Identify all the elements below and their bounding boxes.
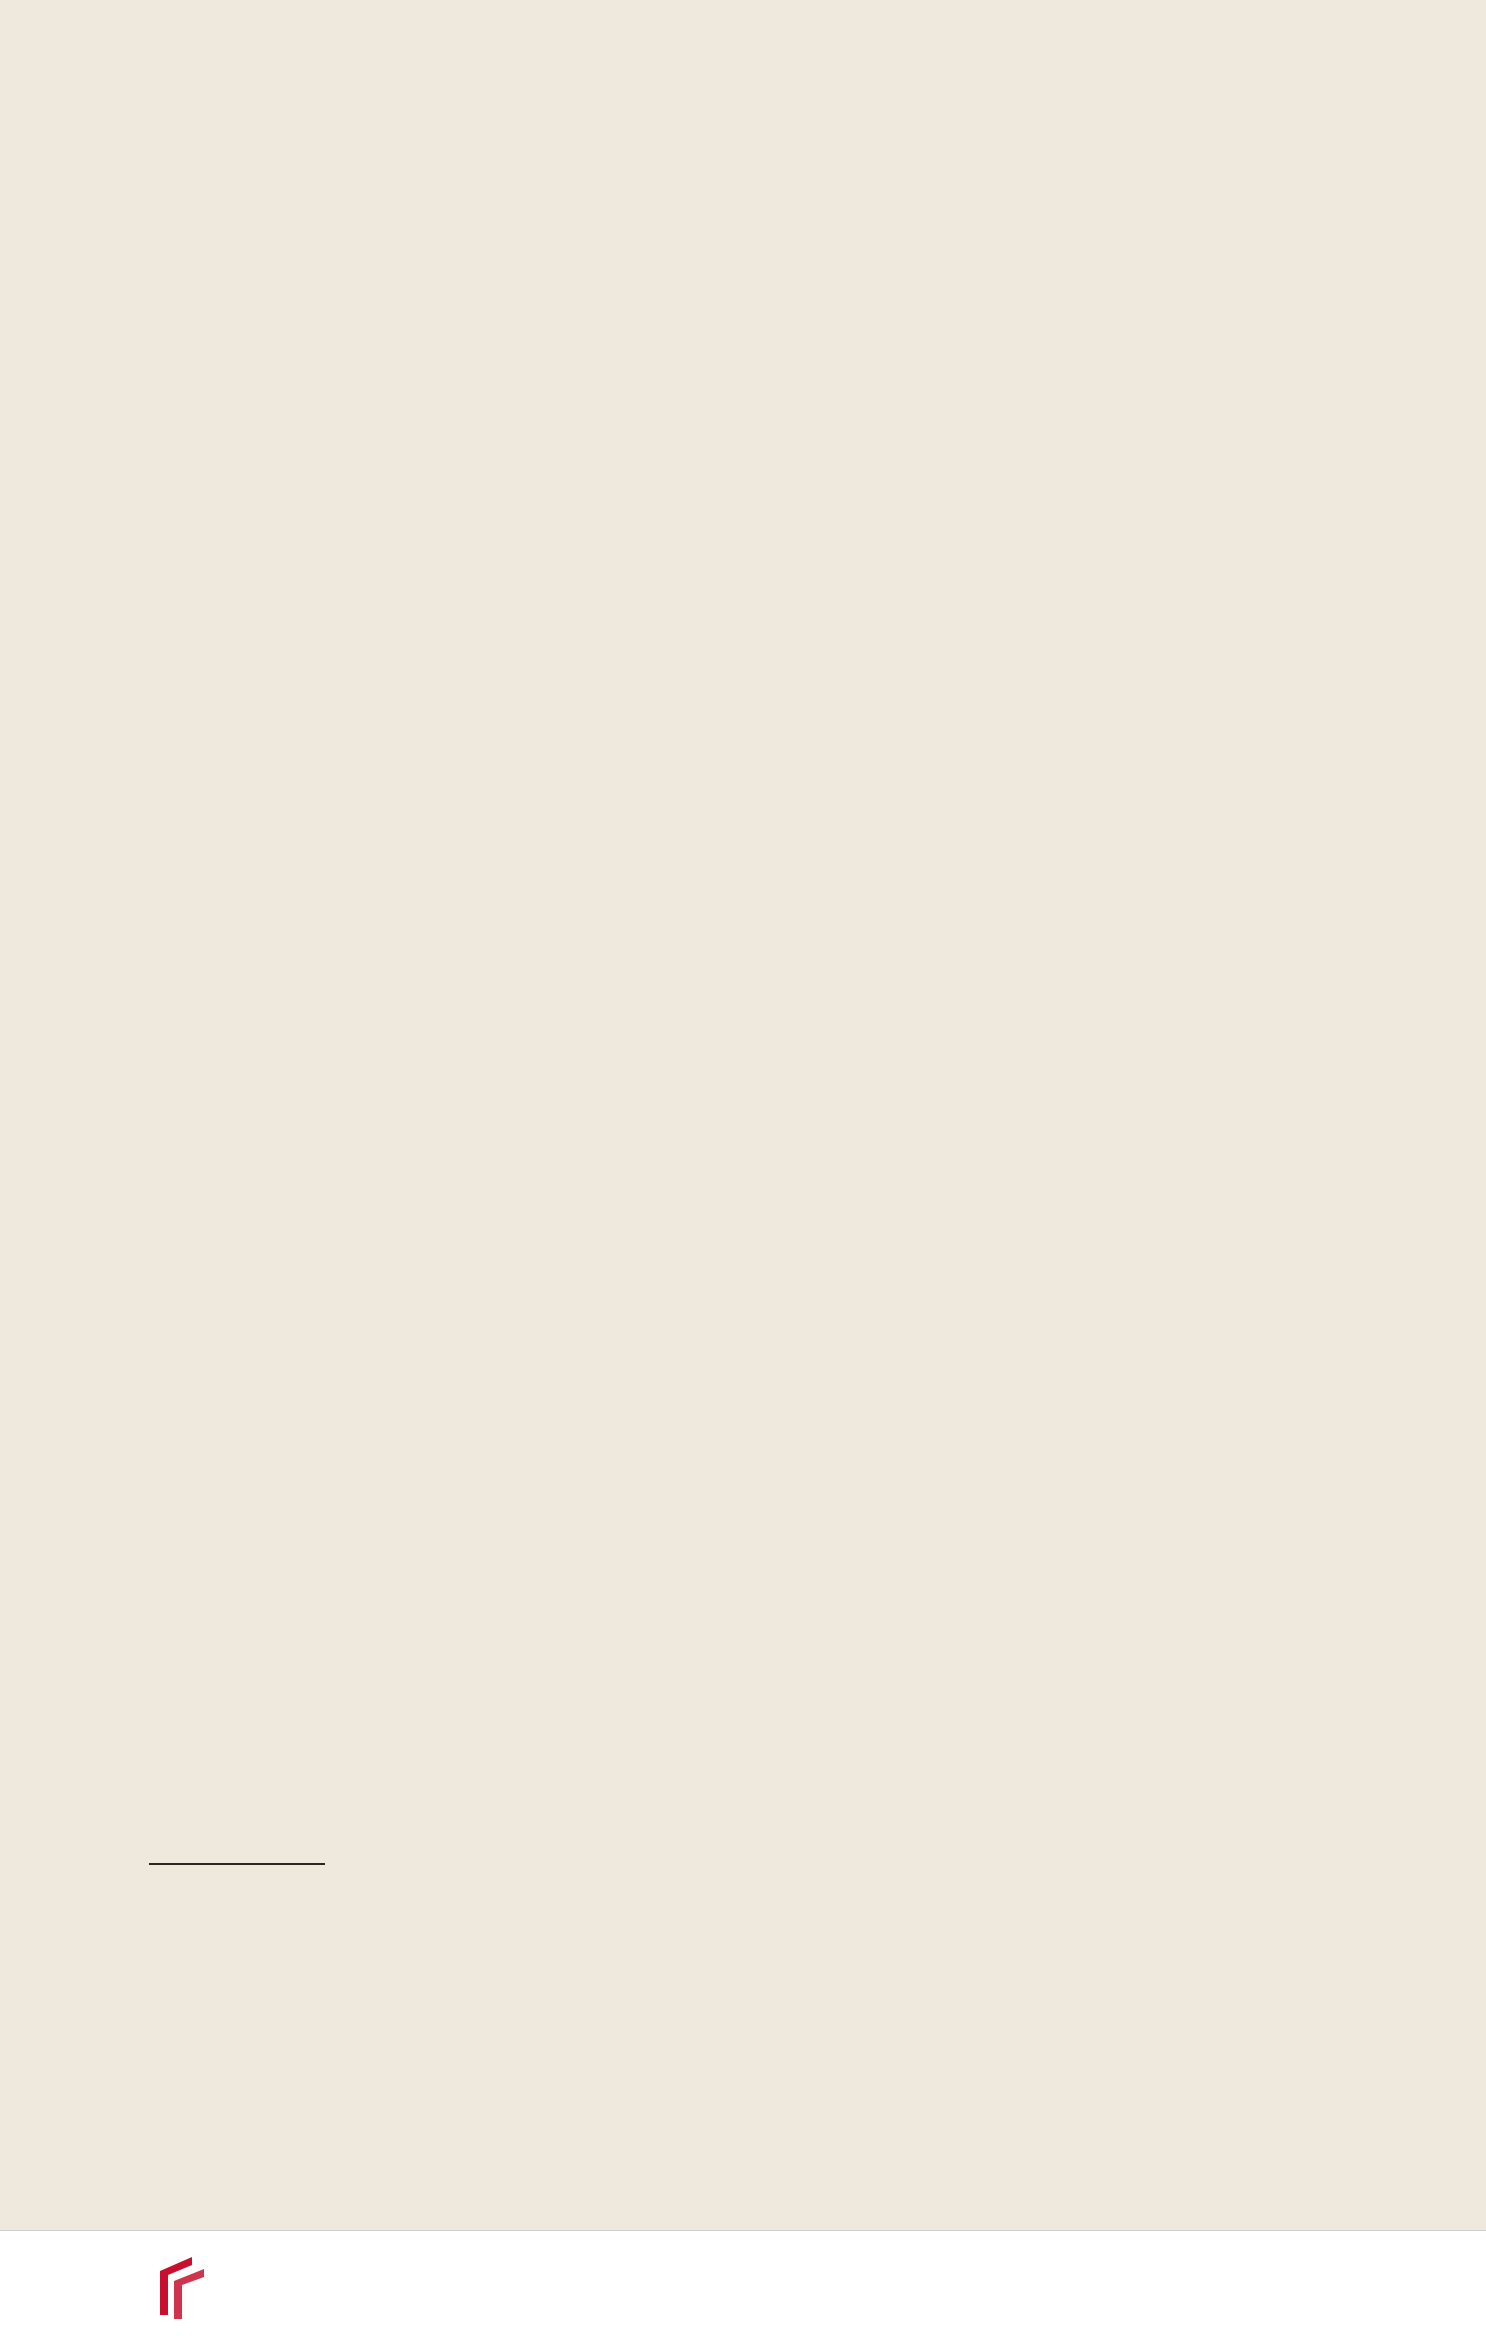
footnote-rule <box>149 1863 325 1865</box>
library-logo-icon <box>152 2253 210 2323</box>
main-text <box>149 196 1385 409</box>
viewer-footer <box>0 2230 1486 2345</box>
text-line <box>149 367 1385 410</box>
section-opening <box>149 324 1385 409</box>
section-heading <box>149 266 1385 316</box>
text-line <box>149 324 1385 367</box>
